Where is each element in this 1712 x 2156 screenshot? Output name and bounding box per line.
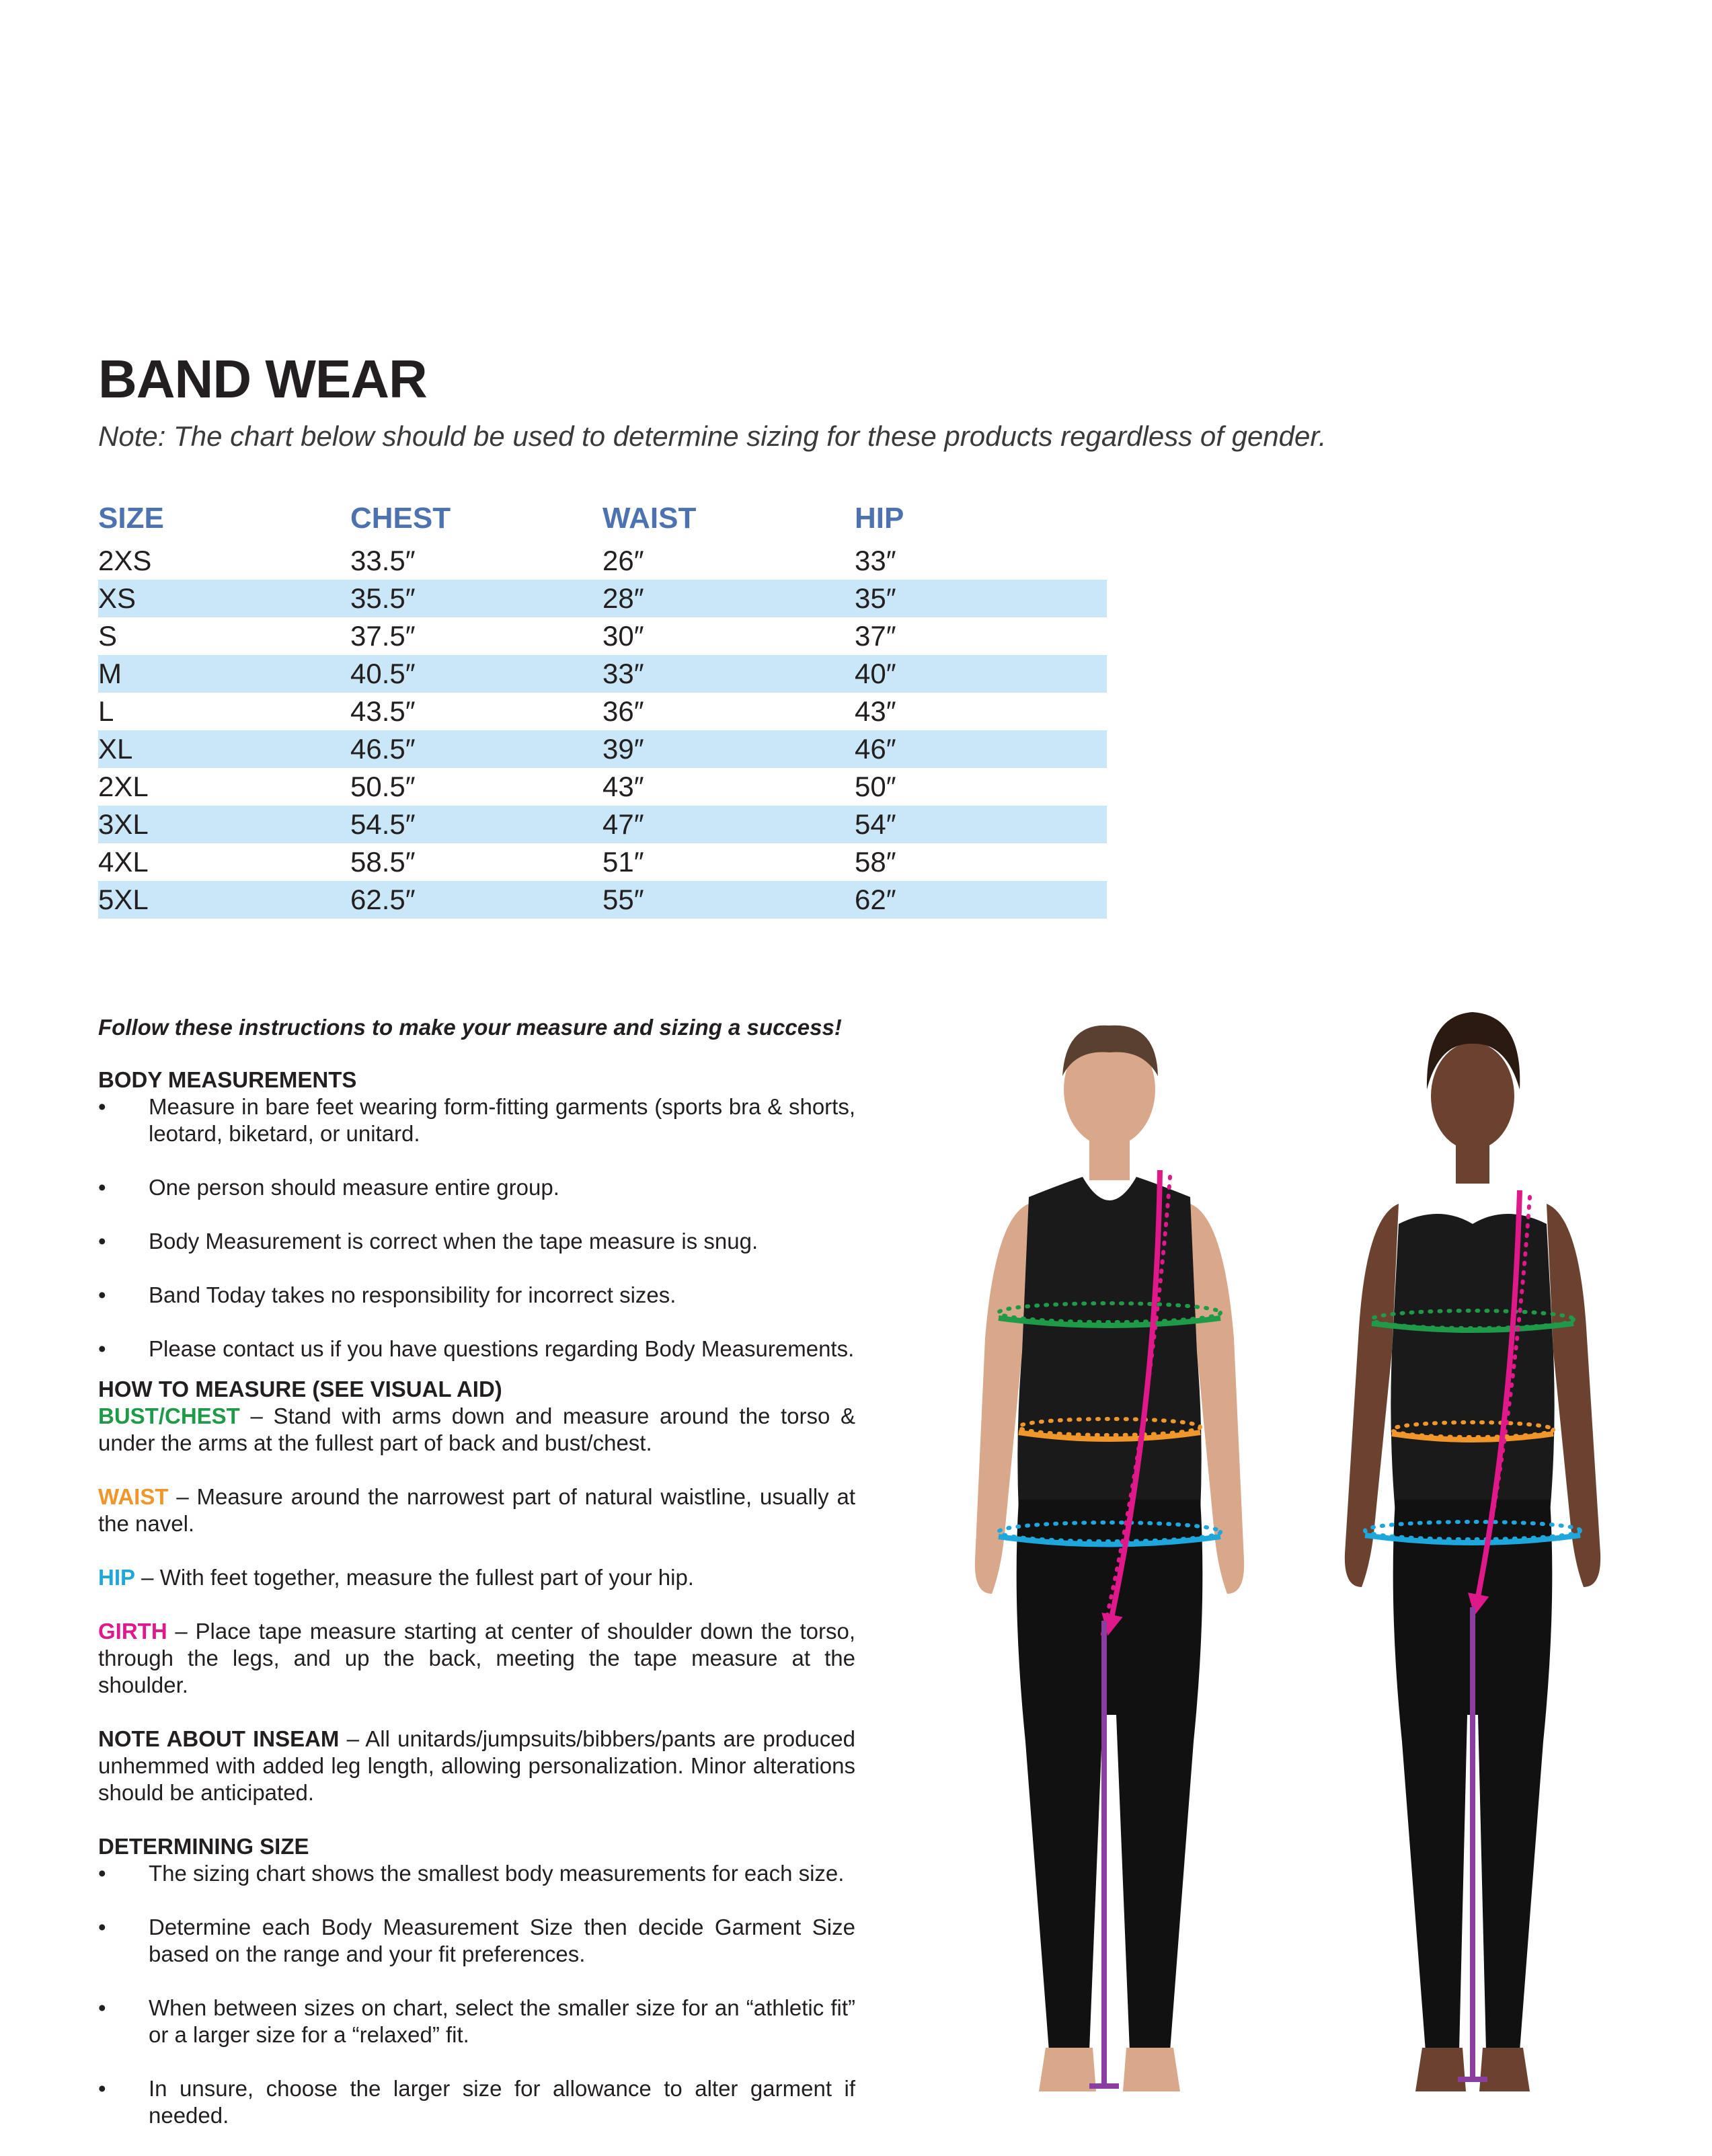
cell-hip: 35″ <box>855 580 1107 617</box>
list-item-text: In unsure, choose the larger size for allowance to alter garment if needed. <box>149 2076 855 2128</box>
hip-label: HIP <box>98 1565 136 1590</box>
bullet-icon: • <box>98 1094 106 1119</box>
cell-waist: 51″ <box>602 846 644 878</box>
table-row <box>98 768 1107 806</box>
cell-chest: 46.5″ <box>350 730 602 768</box>
girth-instruction <box>98 1618 855 1699</box>
male-neck <box>1089 1140 1130 1180</box>
body-measurements-list <box>98 1093 855 1362</box>
cell-waist: 28″ <box>602 580 855 617</box>
header-size: SIZE <box>98 502 164 535</box>
bullet-icon: • <box>98 1995 106 2020</box>
determining-size-heading: DETERMINING SIZE <box>98 1834 309 1859</box>
cell-hip: 46″ <box>855 730 1107 768</box>
cell-chest: 54.5″ <box>350 806 602 843</box>
table-header-row <box>98 495 1107 542</box>
table-row <box>98 542 1107 580</box>
chest-instruction <box>98 1403 855 1457</box>
cell-size: M <box>98 655 350 693</box>
list-item <box>98 1228 855 1255</box>
bullet-icon: • <box>98 1915 106 1939</box>
bullet-icon: • <box>98 1229 106 1254</box>
table-row <box>98 580 1107 617</box>
how-to-measure-heading: HOW TO MEASURE (SEE VISUAL AID) <box>98 1377 502 1401</box>
girth-text: – Place tape measure starting at center of shoulder down the torso, through the legs, and up the back, meeting the tape measure at the shoulder. <box>98 1619 855 1697</box>
list-item <box>98 1860 855 1887</box>
list-item <box>98 1336 855 1362</box>
bullet-icon: • <box>98 2076 106 2101</box>
cell-waist: 33″ <box>602 655 855 693</box>
chest-text: – Stand with arms down and measure around the torso & under the arms at the fullest part of back and bust/chest. <box>98 1403 855 1455</box>
list-item-text: Determine each Body Measurement Size then decide Garment Size based on the range and your fit preferences. <box>149 1915 855 1966</box>
bullet-icon: • <box>98 1861 106 1886</box>
female-neck <box>1456 1143 1489 1184</box>
table-row <box>98 843 1107 881</box>
hip-instruction <box>98 1564 855 1591</box>
waist-text: – Measure around the narrowest part of natural waistline, usually at the navel. <box>98 1484 855 1536</box>
chest-label: BUST/CHEST <box>98 1403 240 1428</box>
waist-instruction <box>98 1484 855 1537</box>
cell-size: XS <box>98 580 350 617</box>
list-item <box>98 1914 855 1968</box>
table-row <box>98 693 1107 730</box>
list-item <box>98 1995 855 2048</box>
header-waist: WAIST <box>602 502 697 535</box>
cell-hip: 33″ <box>855 545 896 576</box>
cell-hip: 50″ <box>855 771 896 802</box>
inseam-note <box>98 1726 855 1806</box>
cell-chest: 43.5″ <box>350 695 416 727</box>
cell-waist: 36″ <box>602 695 644 727</box>
cell-hip: 58″ <box>855 846 896 878</box>
cell-waist: 43″ <box>602 771 644 802</box>
measurement-visual-aid <box>928 1002 1627 2132</box>
list-item-text: One person should measure entire group. <box>149 1175 559 1200</box>
hip-text: – With feet together, measure the fullest part of your hip. <box>135 1565 694 1590</box>
cell-size: S <box>98 620 118 652</box>
list-item <box>98 2075 855 2129</box>
cell-size: L <box>98 695 114 727</box>
cell-chest: 40.5″ <box>350 655 602 693</box>
cell-chest: 35.5″ <box>350 580 602 617</box>
table-row <box>98 806 1107 843</box>
cell-chest: 50.5″ <box>350 771 416 802</box>
waist-label: WAIST <box>98 1484 169 1509</box>
list-item-text: When between sizes on chart, select the smaller size for an “athletic fit” or a larger size for a “relaxed” fit. <box>149 1995 855 2047</box>
cell-waist: 55″ <box>602 881 855 919</box>
female-head <box>1431 1042 1514 1150</box>
table-row <box>98 655 1107 693</box>
size-chart-table <box>98 495 1107 919</box>
table-row <box>98 617 1107 655</box>
instructions-section <box>98 1014 855 2156</box>
bullet-icon: • <box>98 1336 106 1361</box>
bullet-icon: • <box>98 1282 106 1307</box>
male-tank-top <box>1017 1177 1201 1513</box>
cell-size: 2XS <box>98 545 152 576</box>
cell-chest: 58.5″ <box>350 846 416 878</box>
table-row <box>98 881 1107 919</box>
list-item-text: The sizing chart shows the smallest body measurements for each size. <box>149 1861 845 1886</box>
cell-waist: 30″ <box>602 620 644 652</box>
cell-size: 4XL <box>98 846 149 878</box>
cell-hip: 37″ <box>855 620 896 652</box>
cell-size: 3XL <box>98 806 350 843</box>
cell-hip: 43″ <box>855 695 896 727</box>
cell-size: 5XL <box>98 881 350 919</box>
page-title: BAND WEAR <box>98 349 427 409</box>
body-measurements-heading: BODY MEASUREMENTS <box>98 1067 357 1092</box>
header-hip: HIP <box>855 502 904 535</box>
page-note: Note: The chart below should be used to determine sizing for these products regardless of gender. <box>98 420 1327 452</box>
determining-size-list <box>98 1860 855 2129</box>
header-chest: CHEST <box>350 502 451 535</box>
list-item-text: Band Today takes no responsibility for incorrect sizes. <box>149 1282 676 1307</box>
inseam-label: NOTE ABOUT INSEAM <box>98 1726 340 1751</box>
cell-waist: 47″ <box>602 806 855 843</box>
cell-waist: 39″ <box>602 730 855 768</box>
girth-label: GIRTH <box>98 1619 167 1644</box>
female-top <box>1391 1214 1554 1513</box>
list-item-text: Please contact us if you have questions regarding Body Measurements. <box>149 1336 855 1361</box>
table-row <box>98 730 1107 768</box>
cell-waist: 26″ <box>602 545 644 576</box>
bullet-icon: • <box>98 1175 106 1200</box>
list-item <box>98 1282 855 1309</box>
cell-size: XL <box>98 730 350 768</box>
list-item <box>98 1093 855 1147</box>
cell-hip: 40″ <box>855 655 1107 693</box>
instructions-lead: Follow these instructions to make your measure and sizing a success! <box>98 1015 842 1040</box>
male-model-figure <box>975 1026 1244 2091</box>
inseam-text: – All unitards/jumpsuits/bibbers/pants are produced unhemmed with added leg length, allowing personalization. Minor alterations should be anticipated. <box>98 1726 855 1805</box>
cell-size: 2XL <box>98 771 149 802</box>
list-item-text: Measure in bare feet wearing form-fitting garments (sports bra & shorts, leotard, biketard, or unitard. <box>149 1094 855 1146</box>
cell-chest: 33.5″ <box>350 545 416 576</box>
cell-hip: 54″ <box>855 806 1107 843</box>
cell-chest: 37.5″ <box>350 620 416 652</box>
cell-chest: 62.5″ <box>350 881 602 919</box>
list-item-text: Body Measurement is correct when the tape measure is snug. <box>149 1229 758 1254</box>
male-tights <box>1017 1500 1203 2051</box>
cell-hip: 62″ <box>855 881 1107 919</box>
list-item <box>98 1174 855 1201</box>
